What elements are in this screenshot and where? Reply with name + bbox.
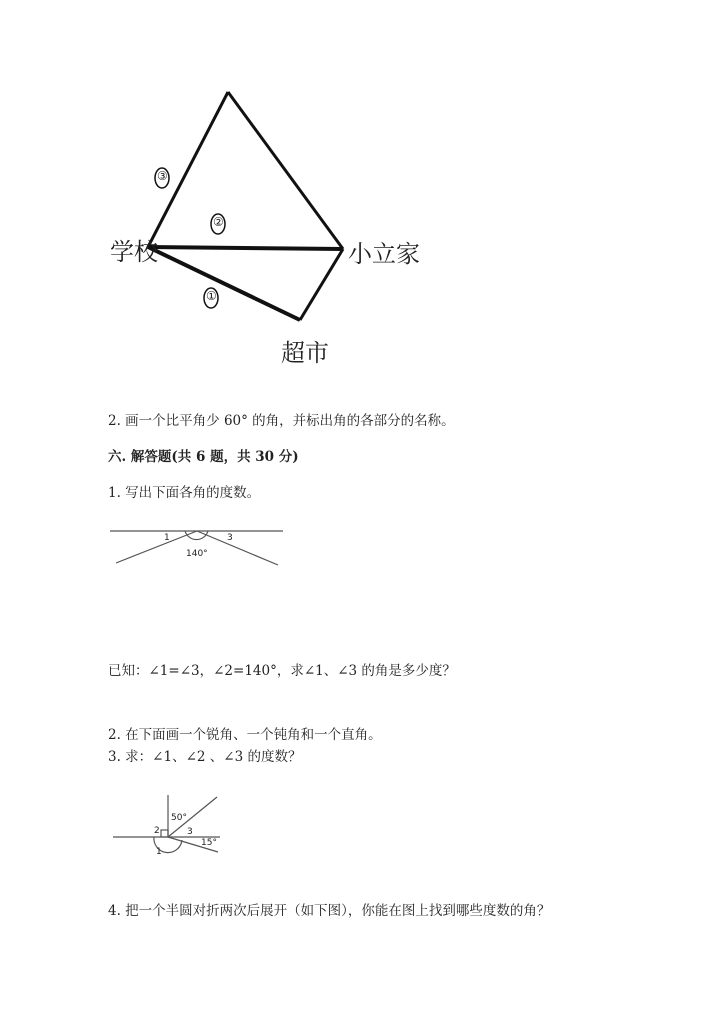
question-6-4: 4. 把一个半圆对折两次后展开（如下图），你能在图上找到哪些度数的角？ [108,903,551,919]
angle-label-15: 15° [201,838,217,848]
label-market: 超市 [281,339,329,367]
angle-label-1b: 1 [156,847,162,857]
label-home: 小立家 [348,240,420,268]
question-5-2: 2. 画一个比平角少 60° 的角，并标出角的各部分的名称。 [108,413,455,429]
angle-label-2: 2 [154,826,160,836]
angle-label-1: 1 [164,533,170,543]
angle-label-140: 140° [186,549,208,559]
question-6-1-given: 已知：∠1=∠3，∠2=140°，求∠1、∠3 的角是多少度？ [108,663,456,679]
label-school: 学校 [110,238,158,266]
question-6-3: 3. 求：∠1、∠2 、∠3 的度数？ [108,749,302,765]
angle-label-3: 3 [227,533,233,543]
section-6-heading: 六. 解答题(共 6 题，共 30 分) [108,449,299,465]
label-route1: ① [206,289,217,303]
question-6-1: 1. 写出下面各角的度数。 [108,485,261,501]
label-route2: ② [213,215,224,229]
angle-label-3b: 3 [187,827,193,837]
angle-diagram-1 [110,531,283,565]
label-route3: ③ [157,169,168,183]
question-6-2: 2. 在下面画一个锐角、一个钝角和一个直角。 [108,727,382,743]
angle-label-50: 50° [171,813,187,823]
route-diagram [148,92,343,320]
